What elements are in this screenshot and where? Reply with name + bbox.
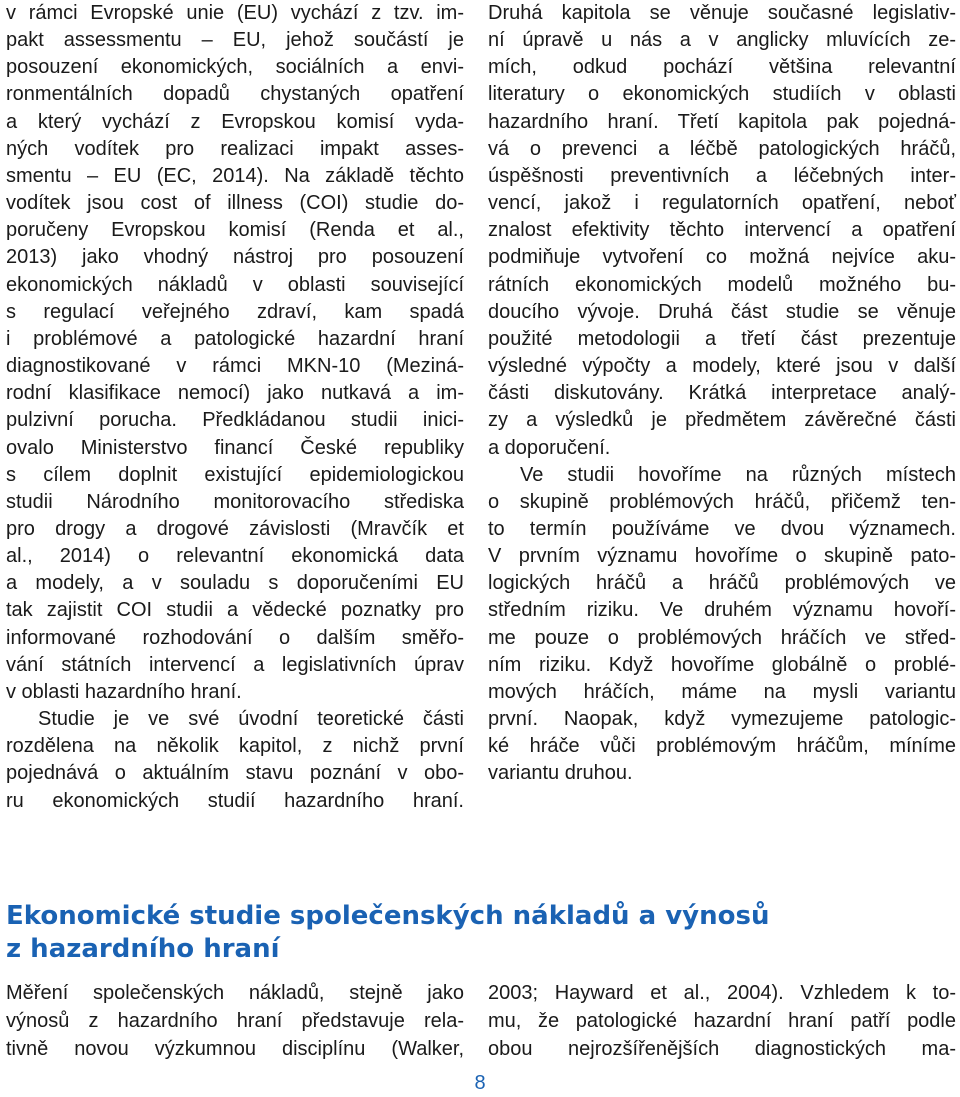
- text-line: hazardního hraní. Třetí kapitola pak pojedná-: [488, 110, 956, 133]
- section-left-column: [6, 979, 464, 1063]
- text-line: rodní klasifikace nemocí) jako nutkavá a im-: [6, 382, 464, 405]
- text-line: variantu druhou.: [488, 762, 633, 785]
- text-line: vání státních intervencí a legislativních úprav: [6, 653, 464, 676]
- text-line: a modely, a v souladu s doporučeními EU: [6, 572, 464, 595]
- text-line: vá o prevenci a léčbě patologických hráčů,: [488, 137, 956, 160]
- text-line: posouzení ekonomických, sociálních a envi-: [6, 56, 464, 79]
- section-right-column: [488, 979, 956, 1063]
- section-heading-line: Ekonomické studie společenských nákladů a výnosů: [6, 901, 770, 931]
- text-line: mích, odkud pochází většina relevantní: [488, 56, 956, 79]
- page-number: 8: [474, 1072, 486, 1094]
- section-heading-line: z hazardního hraní: [6, 934, 280, 964]
- text-line: znalost efektivity těchto intervencí a opatření: [488, 219, 956, 242]
- text-line: informované rozhodování o dalším směřo-: [6, 626, 464, 649]
- text-line: mu, že patologické hazardní hraní patří podle: [488, 1010, 956, 1032]
- text-line: úspěšnosti preventivních a léčebných inter-: [488, 164, 956, 187]
- text-line: tivně novou výzkumnou disciplínu (Walker,: [6, 1038, 464, 1060]
- text-line: i problémové a patologické hazardní hraní: [6, 327, 464, 350]
- text-line: ronmentálních dopadů chystaných opatření: [6, 83, 464, 106]
- text-line: rátních ekonomických modelů možného bu-: [488, 273, 956, 296]
- text-line: v rámci Evropské unie (EU) vychází z tzv. im-: [6, 2, 464, 24]
- text-line: pojednává o aktuálním stavu poznání v obo-: [6, 762, 464, 785]
- text-line: diagnostikované v rámci MKN-10 (Meziná-: [6, 355, 464, 378]
- text-line: studii Národního monitorovacího střediska: [6, 490, 464, 513]
- text-line: ké hráče vůči problémovým hráčům, míníme: [488, 735, 956, 758]
- text-line: 2003; Hayward et al., 2004). Vzhledem k to-: [488, 982, 956, 1004]
- text-line: ním riziku. Když hovoříme globálně o problé-: [488, 653, 956, 676]
- text-line: me pouze o problémových hráčích ve střed-: [488, 626, 956, 649]
- text-line: tak zajistit COI studii a vědecké poznatky pro: [6, 599, 464, 622]
- text-line: Ve studii hovoříme na různých místech: [520, 463, 956, 486]
- text-line: výsledné výpočty a modely, které jsou v další: [488, 355, 956, 378]
- text-line: výnosů z hazardního hraní představuje rela-: [6, 1010, 464, 1032]
- text-line: literatury o ekonomických studiích v oblasti: [488, 83, 956, 106]
- text-line: ekonomických nákladů v oblasti související: [6, 273, 464, 296]
- text-line: al., 2014) o relevantní ekonomická data: [6, 545, 464, 568]
- text-line: V prvním významu hovoříme o skupině pato-: [488, 545, 956, 568]
- text-line: zy a výsledků je předmětem závěrečné části: [488, 409, 956, 432]
- text-line: Druhá kapitola se věnuje současné legislativ-: [488, 2, 956, 24]
- text-line: Měření společenských nákladů, stejně jako: [6, 982, 464, 1004]
- text-line: Studie je ve své úvodní teoretické části: [38, 708, 464, 731]
- text-line: pulzivní porucha. Předkládanou studii inici-: [6, 409, 464, 432]
- right-text-column: [488, 0, 956, 788]
- left-text-column: [6, 0, 464, 815]
- text-line: obou nejrozšířenějších diagnostických ma-: [488, 1038, 956, 1060]
- text-line: logických hráčů a hráčů problémových ve: [488, 572, 956, 595]
- text-line: 2013) jako vhodný nástroj pro posouzení: [6, 246, 464, 269]
- text-line: a doporučení.: [488, 436, 611, 459]
- text-line: mových hráčích, máme na mysli variantu: [488, 680, 956, 703]
- text-line: pakt assessmentu – EU, jehož součástí je: [6, 29, 464, 52]
- text-line: první. Naopak, když vymezujeme patologic-: [488, 708, 956, 731]
- text-line: o skupině problémových hráčů, přičemž ten-: [488, 490, 956, 513]
- text-line: doucího vývoje. Druhá část studie se věnuje: [488, 300, 956, 323]
- text-line: ných vodítek pro realizaci impakt asses-: [6, 137, 464, 160]
- text-line: ní úpravě u nás a v anglicky mluvících ze-: [488, 29, 956, 52]
- text-line: použité metodologii a třetí část prezentuje: [488, 327, 956, 350]
- text-line: poručeny Evropskou komisí (Renda et al.,: [6, 219, 464, 242]
- text-line: vencí, jakož i regulatorních opatření, neboť: [488, 192, 956, 215]
- text-line: v oblasti hazardního hraní.: [6, 680, 242, 703]
- section-heading: [6, 900, 946, 966]
- text-line: s regulací veřejného zdraví, kam spadá: [6, 300, 464, 323]
- text-line: a který vychází z Evropskou komisí vyda-: [6, 110, 464, 133]
- text-line: ovalo Ministerstvo financí České republiky: [6, 436, 464, 459]
- text-line: středním riziku. Ve druhém významu hovoří-: [488, 599, 956, 622]
- text-line: rozdělena na několik kapitol, z nichž první: [6, 735, 464, 758]
- text-line: ru ekonomických studií hazardního hraní.: [6, 789, 464, 812]
- text-line: vodítek jsou cost of illness (COI) studie do-: [6, 192, 464, 215]
- text-line: podmiňuje vytvoření co možná nejvíce aku-: [488, 246, 956, 269]
- text-line: pro drogy a drogové závislosti (Mravčík et: [6, 517, 464, 540]
- text-line: části diskutovány. Krátká interpretace analý-: [488, 382, 956, 405]
- text-line: s cílem doplnit existující epidemiologickou: [6, 463, 464, 486]
- text-line: smentu – EU (EC, 2014). Na základě těchto: [6, 164, 464, 187]
- text-line: to termín používáme ve dvou významech.: [488, 517, 956, 540]
